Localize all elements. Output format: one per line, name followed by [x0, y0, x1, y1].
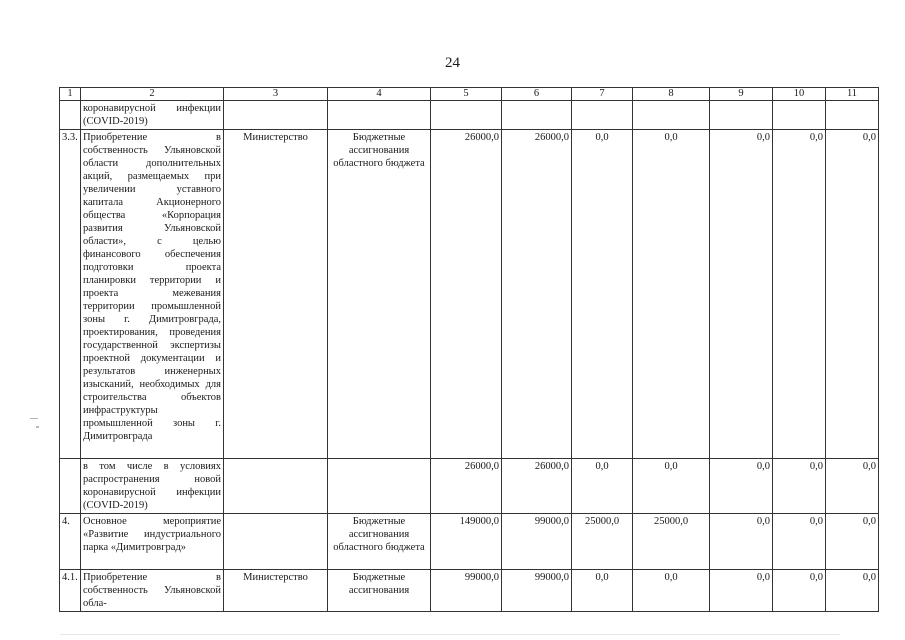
value-cell: 0,0	[826, 514, 879, 570]
value-cell: 26000,0	[502, 130, 572, 459]
funding-source: Бюджетные ассигнования областного бюджета	[328, 130, 431, 459]
budget-table	[59, 87, 879, 612]
measure-name: Основное мероприятие «Развитие индустриального парка «Димитровград»	[81, 514, 224, 570]
measure-name: в том числе в условиях распространения новой коронавирусной инфекции (COVID-2019)	[81, 459, 224, 514]
value-cell: 0,0	[572, 459, 633, 514]
value-cell: 0,0	[572, 130, 633, 459]
row-number: 4.	[60, 514, 81, 570]
value-cell	[633, 101, 710, 130]
measure-name: коронавирусной инфекции (COVID-2019)	[81, 101, 224, 130]
scan-artifact	[36, 426, 39, 428]
funding-source	[328, 459, 431, 514]
column-number: 7	[572, 88, 633, 101]
value-cell: 0,0	[710, 130, 773, 459]
funding-source: Бюджетные ассигнования областного бюджета	[328, 514, 431, 570]
value-cell: 0,0	[826, 130, 879, 459]
value-cell: 0,0	[773, 570, 826, 612]
column-number-row	[60, 88, 879, 101]
value-cell: 26000,0	[431, 459, 502, 514]
column-number: 11	[826, 88, 879, 101]
column-number: 1	[60, 88, 81, 101]
column-number: 2	[81, 88, 224, 101]
column-number: 6	[502, 88, 572, 101]
table-row	[60, 101, 879, 130]
value-cell: 0,0	[572, 570, 633, 612]
value-cell: 149000,0	[431, 514, 502, 570]
measure-name: Приобретение в собственность Ульяновской обла-	[81, 570, 224, 612]
executor	[224, 514, 328, 570]
value-cell	[502, 101, 572, 130]
column-number: 3	[224, 88, 328, 101]
value-cell: 0,0	[710, 570, 773, 612]
table-row	[60, 459, 879, 514]
value-cell	[572, 101, 633, 130]
page-number: 24	[445, 55, 460, 71]
value-cell: 0,0	[710, 514, 773, 570]
value-cell: 0,0	[633, 570, 710, 612]
value-cell: 0,0	[710, 459, 773, 514]
scan-artifact	[60, 634, 840, 635]
row-number: 4.1.	[60, 570, 81, 612]
measure-name: Приобретение в собственность Ульяновской области дополнительных акций, размещаемых при увеличении уставного капитала Акционерного общества «Корпорация развития Ульяновской области», с целью финансового обеспечения подготовки проекта планировки территории и проекта межевания территории промышленной зоны г. Димитровграда, проектирования, проведения государственной экспертизы проектной документации и результатов инженерных изысканий, необходимых для строительства объектов инфраструктуры промышленной зоны г. Димитровграда	[81, 130, 224, 459]
value-cell: 0,0	[633, 130, 710, 459]
value-cell: 99000,0	[502, 514, 572, 570]
table-row	[60, 130, 879, 459]
scan-artifact	[30, 418, 38, 419]
value-cell: 26000,0	[431, 130, 502, 459]
table-row	[60, 514, 879, 570]
funding-source: Бюджетные ассигнования	[328, 570, 431, 612]
value-cell	[826, 101, 879, 130]
value-cell: 0,0	[826, 570, 879, 612]
column-number: 5	[431, 88, 502, 101]
value-cell: 25000,0	[633, 514, 710, 570]
column-number: 9	[710, 88, 773, 101]
value-cell: 0,0	[633, 459, 710, 514]
executor	[224, 101, 328, 130]
executor: Министерство	[224, 570, 328, 612]
executor: Министерство	[224, 130, 328, 459]
value-cell: 99000,0	[502, 570, 572, 612]
executor	[224, 459, 328, 514]
funding-source	[328, 101, 431, 130]
table-row	[60, 570, 879, 612]
value-cell: 25000,0	[572, 514, 633, 570]
column-number: 10	[773, 88, 826, 101]
value-cell: 0,0	[773, 459, 826, 514]
value-cell: 0,0	[773, 130, 826, 459]
column-number: 4	[328, 88, 431, 101]
value-cell: 26000,0	[502, 459, 572, 514]
value-cell	[710, 101, 773, 130]
value-cell	[773, 101, 826, 130]
value-cell: 0,0	[773, 514, 826, 570]
value-cell: 99000,0	[431, 570, 502, 612]
row-number	[60, 101, 81, 130]
value-cell: 0,0	[826, 459, 879, 514]
column-number: 8	[633, 88, 710, 101]
value-cell	[431, 101, 502, 130]
row-number	[60, 459, 81, 514]
row-number: 3.3.	[60, 130, 81, 459]
